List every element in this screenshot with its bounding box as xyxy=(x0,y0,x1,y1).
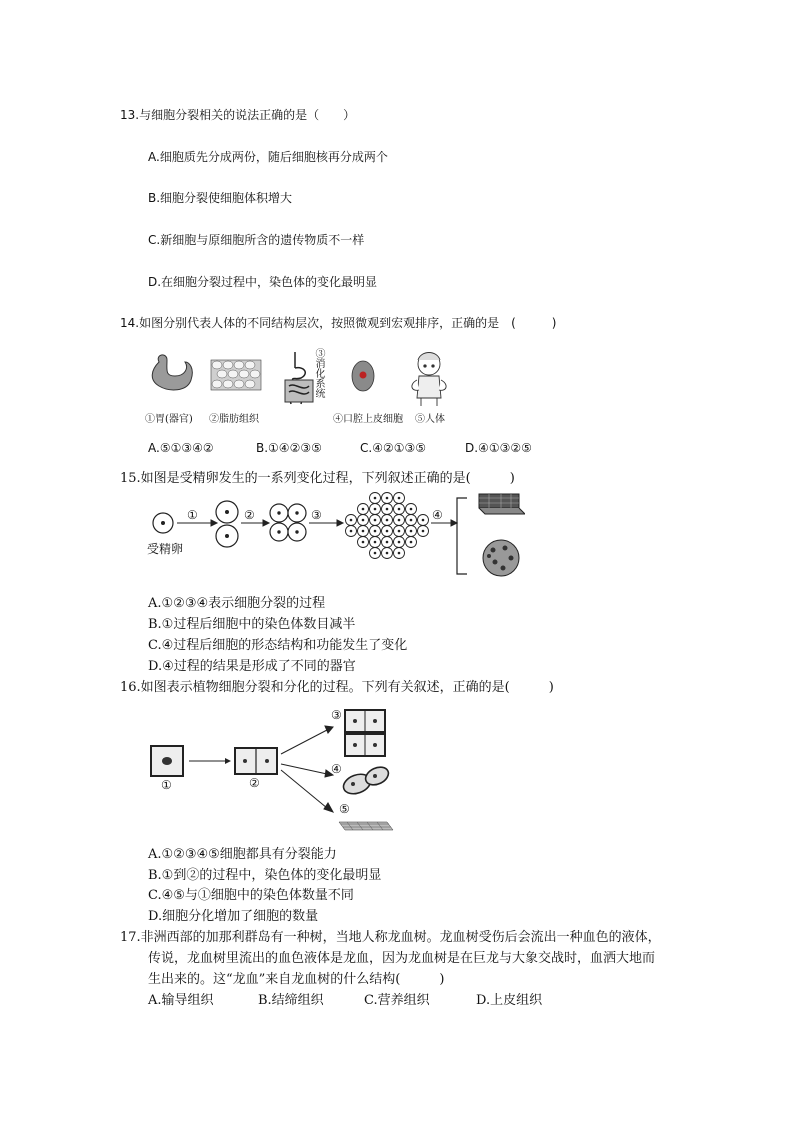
q15-option-a: A.①②③④表示细胞分裂的过程 xyxy=(148,596,326,611)
q15-option-c: C.④过程后细胞的形态结构和功能发生了变化 xyxy=(148,638,408,653)
q16-label-3: ③ xyxy=(331,708,342,722)
q16-diagram xyxy=(145,704,405,836)
q15-stem: 15.如图是受精卵发生的一系列变化过程，下列叙述正确的是( ) xyxy=(120,471,515,486)
digestive-system-icon xyxy=(285,352,313,404)
q16-option-b: B.①到②的过程中，染色体的变化最明显 xyxy=(148,868,382,883)
q16-label-1: ① xyxy=(161,778,172,792)
cheek-cell-icon xyxy=(352,361,374,391)
q14-caption-human: ⑤人体 xyxy=(415,414,445,425)
blood-tissue-image xyxy=(483,540,519,576)
q17-option-a: A.输导组织 xyxy=(148,993,214,1008)
plant-cells-4 xyxy=(341,764,391,798)
q15-step-2: ② xyxy=(244,508,255,522)
plant-cell-1 xyxy=(151,746,183,776)
q14-option-b: B.①④②③⑤ xyxy=(256,441,322,455)
q14-option-a: A.⑤①③④② xyxy=(148,441,214,455)
q13-option-b: B.细胞分裂使细胞体积增大 xyxy=(148,191,293,205)
q16-stem: 16.如图表示植物细胞分裂和分化的过程。下列有关叙述，正确的是( ) xyxy=(120,680,554,695)
q14-stem: 14.如图分别代表人体的不同结构层次，按照微观到宏观排序，正确的是 ( ) xyxy=(120,316,557,330)
q16-figure xyxy=(145,704,405,836)
q16-label-4: ④ xyxy=(331,762,342,776)
q16-option-d: D.细胞分化增加了细胞的数量 xyxy=(148,909,319,924)
q13-stem: 13.与细胞分裂相关的说法正确的是（ ） xyxy=(120,108,356,122)
plant-cells-5 xyxy=(339,822,393,830)
q15-step-3: ③ xyxy=(311,508,322,522)
q15-diagram xyxy=(145,490,525,590)
q14-option-d: D.④①③②⑤ xyxy=(465,441,532,455)
q15-step-4: ④ xyxy=(432,508,443,522)
q16-option-a: A.①②③④⑤细胞都具有分裂能力 xyxy=(148,847,337,862)
q15-zygote-label: 受精卵 xyxy=(147,542,184,556)
q14-caption-stomach: ①胃(器官) xyxy=(145,414,193,425)
q16-option-c: C.④⑤与①细胞中的染色体数量不同 xyxy=(148,888,354,903)
q14-figure xyxy=(145,346,465,428)
q13-option-d: D.在细胞分裂过程中，染色体的变化最明显 xyxy=(148,275,378,289)
q13-option-a: A.细胞质先分成两份，随后细胞核再分成两个 xyxy=(148,150,388,164)
q16-label-2: ② xyxy=(249,776,260,790)
plant-cells-3 xyxy=(345,710,385,756)
adipose-tissue-icon xyxy=(211,360,261,390)
plant-cell-2 xyxy=(235,748,277,774)
q15-figure xyxy=(145,490,525,590)
muscle-tissue-image xyxy=(479,494,525,514)
q17-option-d: D.上皮组织 xyxy=(476,993,543,1008)
q14-caption-digestive: ③消化系统 xyxy=(313,348,324,398)
q15-step-1: ① xyxy=(187,508,198,522)
q17-stem-line-3: 生出来的。这“龙血”来自龙血树的什么结构( ) xyxy=(148,972,445,987)
q16-label-5: ⑤ xyxy=(339,802,350,816)
q14-caption-adipose: ②脂肪组织 xyxy=(209,414,259,425)
cell-mass xyxy=(346,493,429,559)
q17-stem-line-2: 传说，龙血树里流出的血色液体是龙血，因为龙血树是在巨龙与大象交战时，血洒大地而 xyxy=(148,951,656,966)
q15-option-d: D.④过程的结果是形成了不同的器官 xyxy=(148,659,356,674)
q17-stem-line-1: 17.非洲西部的加那利群岛有一种树，当地人称龙血树。龙血树受伤后会流出一种血色的液体， xyxy=(120,930,661,945)
q14-option-c: C.④②①③⑤ xyxy=(360,441,426,455)
q15-option-b: B.①过程后细胞中的染色体数目减半 xyxy=(148,617,356,632)
human-body-icon xyxy=(412,353,446,407)
q14-caption-cheek-cell: ④口腔上皮细胞 xyxy=(333,414,403,425)
q17-option-c: C.营养组织 xyxy=(364,993,430,1008)
stomach-icon xyxy=(152,355,192,390)
q17-option-b: B.结缔组织 xyxy=(258,993,324,1008)
q13-option-c: C.新细胞与原细胞所含的遗传物质不一样 xyxy=(148,233,365,247)
